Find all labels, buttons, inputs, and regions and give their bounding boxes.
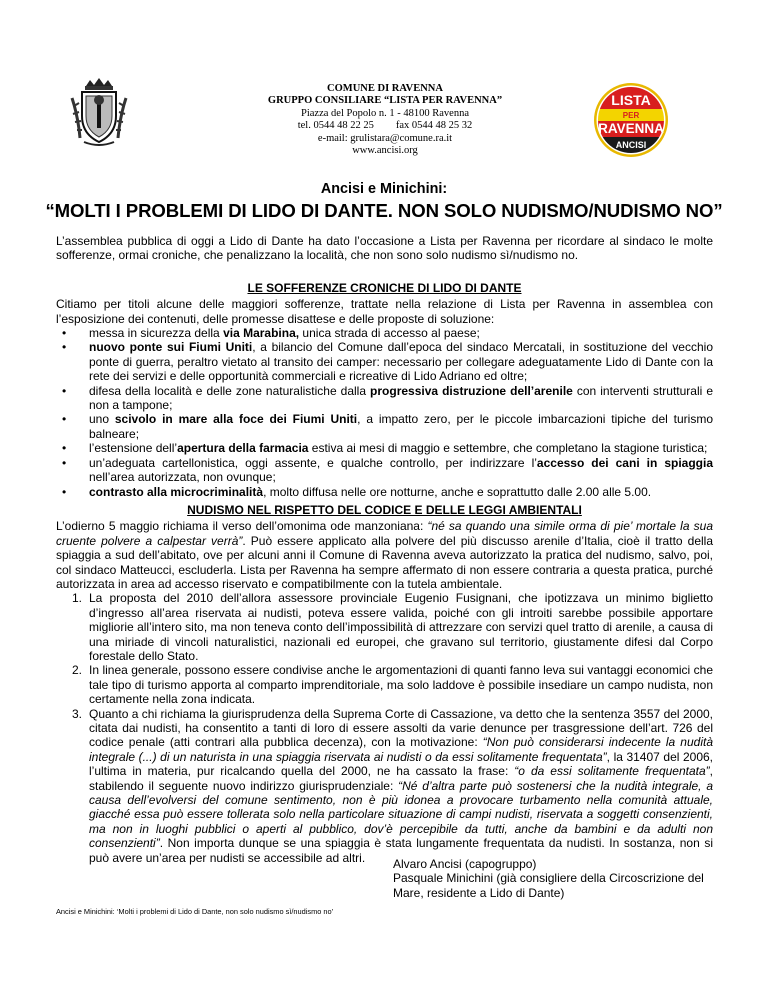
list-item: • l’estensione dell’apertura della farmacia estiva ai mesi di maggio e settembre, che completano la stagione turistica; (56, 441, 713, 455)
logo-word-ravenna: RAVENNA (598, 121, 664, 136)
list-item: 2. In linea generale, possono essere condivise anche le argomentazioni di quanti fanno leva sui vantaggi economici che tale tipo di turismo apporta al comparto imprenditoriale, ma solo laddove è possibile insediare un campo nudista, non certamente nella zona indicata. (71, 663, 713, 707)
list-item: • difesa della località e delle zone naturalistiche dalla progressiva distruzione dell’arenile con interventi strutturali e non a tampone; (56, 384, 713, 413)
list-item: • contrasto alla microcriminalità, molto diffusa nelle ore notturne, anche e soprattutto dalle 2.00 alle 5.00. (56, 485, 713, 499)
page-footer: Ancisi e Minichini: ‘Molti i problemi di Lido di Dante, non solo nudismo sì/nudismo no’ (56, 907, 334, 916)
comune-crest-icon (70, 76, 128, 148)
list-item: 3. Quanto a chi richiama la giurisprudenza della Suprema Corte di Cassazione, va detto che la sentenza 3557 del 2000, citata dai nudisti, ha consentito a tanti di loro di essere assolti da varie denunce per trasgressione dell’art. 726 del codice penale (atti contrari alla pubblica decenza), con la motivazione: “Non può considerarsi indecente la nudità integrale (...) di un naturista in una spiaggia riservata ai nudisti o da essi solitamente frequentata”, la 31407 del 2006, l’ultima in materia, pur ricalcando quella del 2000, ne ha cassato la frase: “o da essi solitamente frequentata”, stabilendo il seguente nuovo indirizzo giurisprudenziale: “Né d’altra parte può sostenersi che la nudità integrale, a causa dell’evolversi del comune sentimento, non è più idonea a provocare turbamento nella comunità attuale, giacché essa può essere tollerata solo nella particolare situazione di campi nudisti, riservata a soggetti consenzienti, ma non in luoghi pubblici o aperti al pubblico, dov’è percepibile da tutti, anche da bambini e da adulti non consenzienti”. Non importa dunque se una spiaggia è stata lungamente frequentata da nudisti. In sostanza, non si può avere un’area per nudisti se accessibile ad altri. (71, 706, 713, 865)
letterhead-tel: tel. 0544 48 22 25 (297, 120, 374, 132)
logo-word-per: PER (622, 111, 640, 120)
letterhead-website: www.ancisi.org (352, 145, 418, 157)
logo-word-lista: LISTA (611, 92, 651, 108)
signature-minichini: Pasquale Minichini (già consigliere della Circoscrizione del Mare, residente a Lido di Dante) (393, 871, 704, 900)
list-item: • messa in sicurezza della via Marabina, unica strada di accesso al paese; (56, 326, 713, 340)
letterhead-fax: fax 0544 48 25 32 (395, 120, 473, 132)
list-item: 1. La proposta del 2010 dell’allora assessore provinciale Eugenio Fusignani, che ipotizzava un minimo biglietto d’ingresso all’area riservata ai nudisti, poteva essere valida, poiché con gli introiti sarebbe possibile apportare migliorie all’intero sito, ma non teneva conto dell’impossibilità di attrezzare con servizi quel tratto di arenile, a causa di una miriade di vincoli naturalistici, nazionali ed europei, che gravano sul territorio, giustamente difesi dal Corpo forestale dello Stato. (71, 591, 713, 663)
section1-lead: Citiamo per titoli alcune delle maggiori sofferenze, trattate nella relazione di Lista per Ravenna in assemblea con l’esposizione dei contenuti, delle promesse disattese e delle proposte di soluzione: (56, 297, 713, 326)
list-item: • nuovo ponte sui Fiumi Uniti, a bilancio del Comune dall’epoca del sindaco Mercatali, in sostituzione del vecchio ponte di guerra, peraltro vietato al transito dei camper: necessario per collegare adeguatamente Lido di Dante con la rete dei servizi e delle opportunità commerciali e ricreative di Lido Adriano ed oltre; (56, 340, 713, 383)
signature-block (393, 857, 713, 900)
letterhead-phone-line (200, 120, 570, 132)
letterhead (200, 83, 570, 157)
intro-paragraph: L’assemblea pubblica di oggi a Lido di Dante ha dato l’occasione a Lista per Ravenna per ricordare al sindaco le molte sofferenze, ormai croniche, che penalizzano la località, che non sono solo nudismo sì/nudismo no. (56, 234, 713, 263)
list-item: • un’adeguata cartellonistica, oggi assente, e qualche controllo, per indirizzare l’accesso dei cani in spiaggia nell’area autorizzata, non ovunque; (56, 456, 713, 485)
heading-title: “MOLTI I PROBLEMI DI LIDO DI DANTE. NON SOLO NUDISMO/NUDISMO NO” (45, 200, 723, 221)
document-body (56, 234, 713, 865)
section2-lead: L’odierno 5 maggio richiama il verso dell’omonima ode manzoniana: “né sa quando una simile orma di pie’ mortale la sua cruente polvere a calpestar verrà”. Può essere applicato alla polvere del più discusso arenile d’Italia, cioè il tratto della spiaggia a sud dell’abitato, ove per alcuni anni il Comune di Ravenna aveva autorizzato la pratica del nudismo, salvo, poi, col sindaco Matteucci, escluderla. Lista per Ravenna ha sempre affermato di non essere contraria a questa pratica, purché autorizzata in area ad accesso riservato e compatibilmente con la tutela ambientale. (56, 519, 714, 591)
letterhead-email: e-mail: grulistara@comune.ra.it (317, 132, 453, 144)
section1-list (56, 326, 713, 499)
section1-title: LE SOFFERENZE CRONICHE DI LIDO DI DANTE (247, 280, 522, 295)
section2-title: NUDISMO NEL RISPETTO DEL CODICE E DELLE LEGGI AMBIENTALI (187, 502, 582, 517)
list-item: • uno scivolo in mare alla foce dei Fiumi Uniti, a impatto zero, per le piccole imbarcazioni tipiche del turismo balneare; (56, 412, 713, 441)
section2-list (56, 591, 713, 865)
signature-ancisi: Alvaro Ancisi (capogruppo) (393, 857, 537, 871)
logo-word-ancisi: ANCISI (615, 140, 647, 150)
heading-authors: Ancisi e Minichini: (320, 181, 448, 197)
letterhead-address: Piazza del Popolo n. 1 - 48100 Ravenna (301, 107, 469, 119)
letterhead-comune: COMUNE DI RAVENNA (327, 83, 443, 94)
letterhead-gruppo: GRUPPO CONSILIARE “LISTA PER RAVENNA” (267, 95, 503, 107)
lista-per-ravenna-logo (593, 82, 669, 158)
